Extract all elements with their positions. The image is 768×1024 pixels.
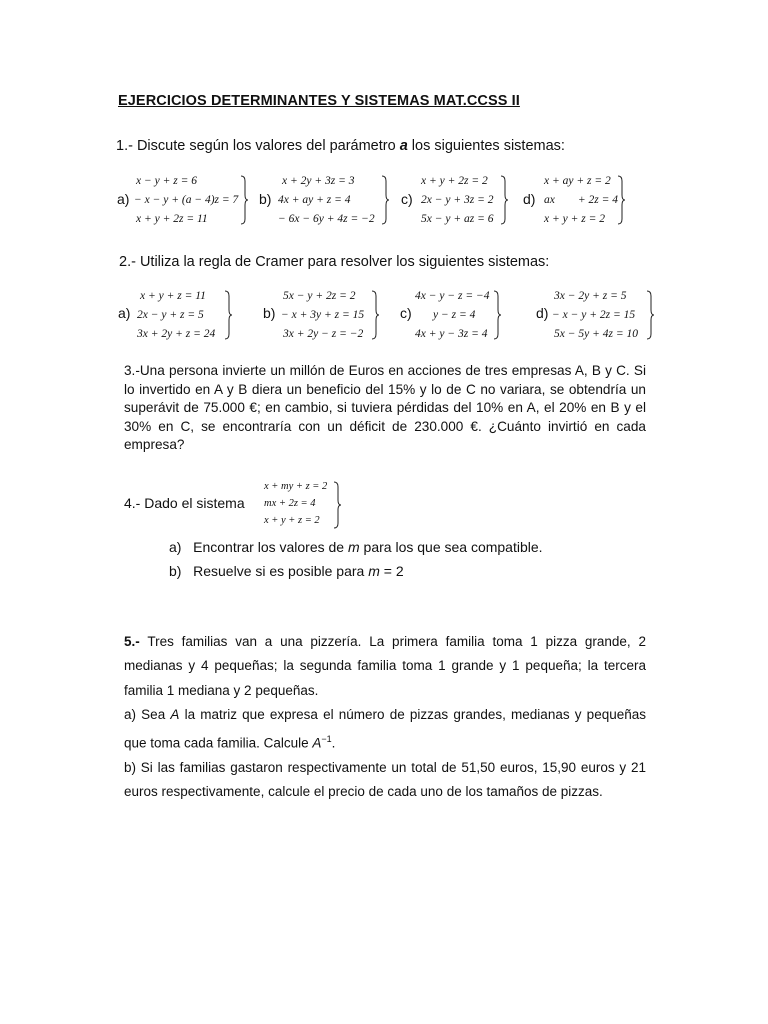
ex1-system-d-equations xyxy=(544,172,618,229)
right-brace-icon xyxy=(646,290,655,340)
right-brace-icon xyxy=(240,175,249,225)
equation: x + y + z = 2 xyxy=(264,515,320,526)
right-brace-icon xyxy=(493,290,502,340)
exercise-4-item-b xyxy=(169,563,404,579)
exercise-1-heading-text: 1.- Discute según los valores del parámetro xyxy=(116,138,400,154)
equation: 5x − y + 2z = 2 xyxy=(283,290,356,302)
exercise-3-text: 3.-Una persona invierte un millón de Euros en acciones de tres empresas A, B y C. Si lo invertido en A y B diera un beneficio del 15% y lo de C no variara, se obtendría un superávit de 75.000 €; en cambio, si tuviera pérdidas del 10% en A, el 20% en B y el 30% en C, se encontraría con un déficit de 230.000 €. ¿Cuánto invirtió en cada empresa? xyxy=(124,363,646,452)
right-brace-icon xyxy=(371,290,380,340)
equation: 3x + 2y + z = 24 xyxy=(137,328,216,340)
equation: x − y + z = 6 xyxy=(136,175,197,187)
equation: 3x − 2y + z = 5 xyxy=(554,290,627,302)
ex2-system-d-label: d) xyxy=(536,305,549,321)
exercise-5-part-b: b) Si las familias gastaron respectivamente un total de 51,50 euros, 15,90 euros y 21 euros respectivamente, calcule el precio de cada uno de los tamaños de pizzas. xyxy=(124,759,646,800)
exercise-5-number: 5.- xyxy=(124,634,140,649)
exercise-5-part-a xyxy=(124,703,646,756)
variable-m: m xyxy=(347,539,360,555)
equation: − x + 3y + z = 15 xyxy=(281,309,365,321)
ex2-system-c-equations xyxy=(415,287,489,344)
equation: − x − y + (a − 4)z = 7 xyxy=(134,194,239,206)
equation: 4x + ay + z = 4 xyxy=(278,194,351,206)
right-brace-icon xyxy=(333,481,342,529)
equation: 4x + y − 3z = 4 xyxy=(415,328,488,340)
parameter-a: a xyxy=(399,138,408,154)
ex4-system-equations xyxy=(264,478,327,529)
ex2-system-c-label: c) xyxy=(400,305,412,321)
inverse-exponent: −1 xyxy=(321,734,332,745)
equation: y − z = 4 xyxy=(433,309,476,321)
equation: x + y + z = 11 xyxy=(140,290,206,302)
variable-m: m xyxy=(368,563,380,579)
item-text: Resuelve si es posible para xyxy=(193,563,369,579)
equation: x + ay + z = 2 xyxy=(544,175,611,187)
equation: ax + 2z = 4 xyxy=(544,194,618,206)
exercise-1-heading-text-end: los siguientes sistemas: xyxy=(407,138,565,154)
equation: 2x − y + 3z = 2 xyxy=(421,194,494,206)
equation: 5x − 5y + 4z = 10 xyxy=(554,328,638,340)
equation: x + y + 2z = 2 xyxy=(421,175,488,187)
right-brace-icon xyxy=(500,175,509,225)
item-text: Encontrar los valores de xyxy=(193,539,348,555)
ex2-system-b-equations xyxy=(281,287,364,344)
equation: − 6x − 6y + 4z = −2 xyxy=(278,213,375,225)
exercise-4-heading: 4.- Dado el sistema xyxy=(124,495,245,511)
matrix-a-inverse: A xyxy=(312,735,322,751)
right-brace-icon xyxy=(617,175,626,225)
ex1-system-c-label: c) xyxy=(401,191,413,207)
equation: x + 2y + 3z = 3 xyxy=(282,175,355,187)
equation: 2x − y + z = 5 xyxy=(137,309,204,321)
ex2-system-a-label: a) xyxy=(118,305,131,321)
ex2-system-b-label: b) xyxy=(263,305,276,321)
exercise-5-intro xyxy=(124,630,646,703)
right-brace-icon xyxy=(381,175,390,225)
item-label: b) xyxy=(169,563,182,579)
document-title: EJERCICIOS DETERMINANTES Y SISTEMAS MAT.CCSS II xyxy=(118,93,520,109)
ex2-system-d-equations xyxy=(552,287,638,344)
exercise-4-item-a xyxy=(169,539,543,555)
ex1-system-c-equations xyxy=(421,172,493,229)
exercise-1-heading xyxy=(116,138,565,154)
exercise-5-intro-text: Tres familias van a una pizzería. La primera familia toma 1 pizza grande, 2 medianas y 4 pequeñas; la segunda familia toma 1 grande y 1 pequeña; la tercera familia 1 mediana y 2 pequeñas. xyxy=(124,634,646,698)
equation: x + y + 2z = 11 xyxy=(136,213,208,225)
part-a-text-end: . xyxy=(331,735,336,751)
ex1-system-a-equations xyxy=(134,172,238,229)
ex1-system-d-label: d) xyxy=(523,191,536,207)
item-label: a) xyxy=(169,539,182,555)
equation: x + my + z = 2 xyxy=(264,481,328,492)
exercise-5-text xyxy=(124,630,646,805)
equation: x + y + z = 2 xyxy=(544,213,605,225)
part-a-text: a) Sea xyxy=(124,706,171,722)
right-brace-icon xyxy=(224,290,233,340)
equation: − x − y + 2z = 15 xyxy=(552,309,636,321)
equation: mx + 2z = 4 xyxy=(264,498,316,509)
item-text-end: = 2 xyxy=(379,563,404,579)
equation: 4x − y − z = −4 xyxy=(415,290,490,302)
ex2-system-a-equations xyxy=(137,287,215,344)
part-a-text-mid: la matriz que expresa el número de pizzas grandes, medianas y pequeñas que toma cada familia. Calcule xyxy=(124,706,646,751)
equation: 5x − y + az = 6 xyxy=(421,213,494,225)
matrix-a: A xyxy=(170,706,180,722)
ex1-system-b-equations xyxy=(278,172,375,229)
exercise-2-heading: 2.- Utiliza la regla de Cramer para resolver los siguientes sistemas: xyxy=(119,254,550,270)
equation: 3x + 2y − z = −2 xyxy=(283,328,364,340)
ex1-system-b-label: b) xyxy=(259,191,272,207)
item-text-end: para los que sea compatible. xyxy=(359,539,543,555)
ex1-system-a-label: a) xyxy=(117,191,130,207)
